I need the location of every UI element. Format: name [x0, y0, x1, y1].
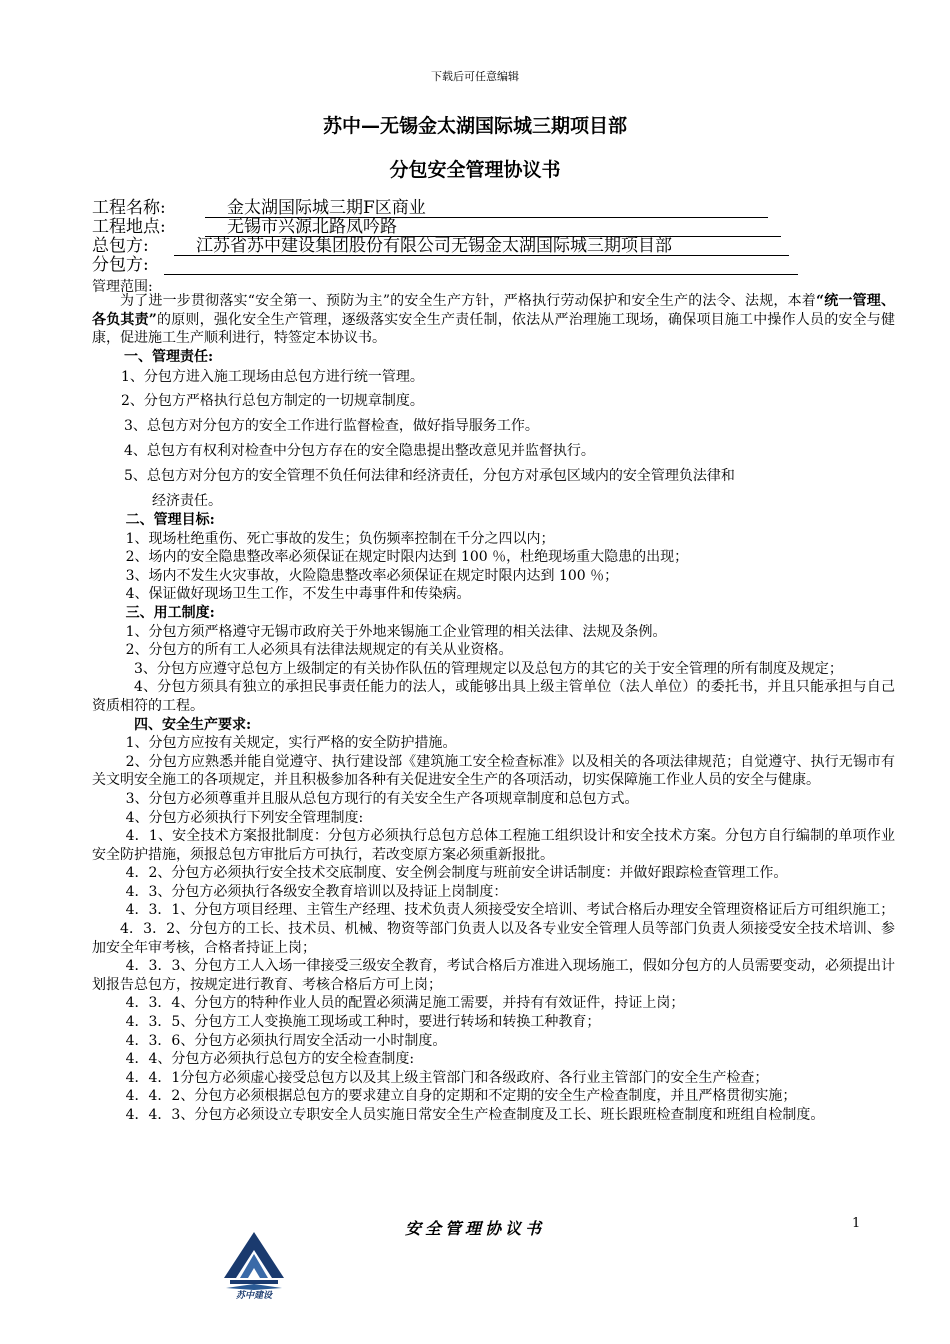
list-item: 2、分包方应熟悉并能自觉遵守、执行建设部《建筑施工安全检查标准》以及相关的各项法律规范；自觉遵守、执行无锡市有关文明安全施工的各项规定，并且积极参加各种有关促进安全生产的各项活动，切实保障施工作业人员的安全与健康。 — [92, 753, 895, 789]
list-item: 4．4．3、分包方必须设立专职安全人员实施日常安全生产检查制度及工长、班长跟班检查制度和班组自检制度。 — [125, 1107, 825, 1123]
header-note: 下载后可任意编辑 — [431, 70, 519, 83]
list-item: 2、分包方严格执行总包方制定的一切规章制度。 — [121, 393, 424, 409]
list-item: 4．3、分包方必须执行各级安全教育培训以及持证上岗制度： — [125, 883, 508, 900]
list-item: 4．3．2、分包方的工长、技术员、机械、物资等部门负责人以及各专业安全管理人员等部门负责人须接受安全技术培训、参加安全年审考核，合格者持证上岗； — [92, 921, 895, 956]
section2 — [92, 511, 895, 1125]
list-item: 4．2、分包方必须执行安全技术交底制度、安全例会制度与班前安全讲话制度：并做好跟踪检查管理工作。 — [125, 865, 788, 882]
list-item: 1、现场杜绝重伤、死亡事故的发生；负伤频率控制在千分之四以内； — [125, 530, 555, 547]
subcontractor-label: 分包方: — [92, 255, 149, 275]
section2-heading: 二、管理目标: — [125, 512, 215, 528]
list-item: 3、分包方应遵守总包方上级制定的有关协作队伍的管理规定以及总包方的其它的关于安全管理的所有制度及规定； — [134, 660, 843, 677]
footer-title: 安全管理协议书 — [404, 1219, 545, 1238]
list-item: 4、总包方有权利对检查中分包方存在的安全隐患提出整改意见并监督执行。 — [124, 443, 595, 459]
page-number: 1 — [852, 1216, 861, 1231]
list-item: 4．4、分包方必须执行总包方的安全检查制度: — [125, 1051, 415, 1068]
list-item: 2、场内的安全隐患整改率必须保证在规定时限内达到 100 ％，杜绝现场重大隐患的出现； — [125, 549, 689, 566]
project-name-line — [205, 198, 768, 218]
list-item: 1、分包方须严格遵守无锡市政府关于外地来锡施工企业管理的相关法律、法规及条例。 — [125, 623, 667, 640]
list-item: 5、总包方对分包方的安全管理不负任何法律和经济责任，分包方对承包区域内的安全管理负法律和 — [124, 468, 735, 484]
list-item: 4．4．1分包方必须虚心接受总包方以及其上级主管部门和各级政府、各行业主管部门的安全生产检查； — [125, 1069, 769, 1086]
intro-text-post: 的原则，强化安全生产管理，逐级落实安全生产责任制，依法从严治理施工现场，确保项目施工中操作人员的安全与健康，促进施工生产顺利进行，特签定本协议书。 — [92, 311, 895, 347]
location-row — [92, 217, 397, 237]
intro-paragraph — [92, 292, 895, 348]
list-item: 1、分包方应按有关规定，实行严格的安全防护措施。 — [125, 735, 457, 752]
general-contractor-row — [92, 236, 672, 256]
list-item: 4．3．6、分包方必须执行周安全活动一小时制度。 — [125, 1032, 447, 1049]
project-name-label: 工程名称: — [92, 198, 166, 218]
list-item: 3、场内不发生火灾事故，火险隐患整改率必须保证在规定时限内达到 100 ％； — [125, 567, 619, 584]
list-item: 1、分包方进入施工现场由总包方进行统一管理。 — [121, 369, 424, 385]
section4-heading: 四、安全生产要求: — [134, 716, 252, 733]
scope-label: 管理范围: — [92, 279, 153, 295]
list-item: 4．3．5、分包方工人变换施工现场或工种时，要进行转场和转换工种教育； — [125, 1014, 601, 1031]
general-contractor-value: 江苏省苏中建设集团股份有限公司无锡金太湖国际城三期项目部 — [196, 236, 672, 256]
project-name-row — [92, 198, 426, 218]
list-item: 4．3．1、分包方项目经理、主管生产经理、技术负责人须接受安全培训、考试合格后办理安全管理资格证后方可组织施工； — [125, 902, 895, 919]
section1-heading: 一、管理责任: — [124, 349, 214, 365]
subcontractor-row — [92, 255, 149, 275]
list-item: 4、分包方必须执行下列安全管理制度: — [125, 809, 364, 826]
list-item: 4．4．2、分包方必须根据总包方的要求建立自身的定期和不定期的安全生产检查制度，并且严格贯彻实施； — [125, 1088, 797, 1105]
list-item: 4、保证做好现场卫生工作，不发生中毒事件和传染病。 — [125, 586, 471, 603]
list-item: 4．1、安全技术方案报批制度：分包方必须执行总包方总体工程施工组织设计和安全技术方案。分包方自行编制的单项作业安全防护措施，须报总包方审批后方可执行，若改变原方案必须重新报批。 — [92, 828, 895, 863]
general-contractor-line — [174, 236, 789, 256]
intro-text-bold: “统一管理、各负其责” — [92, 293, 896, 328]
list-item: 4、分包方须具有独立的承担民事责任能力的法人，或能够出具上级主管单位（法人单位）的委托书，并且只能承担与自己资质相符的工程。 — [92, 679, 895, 714]
list-item: 经济责任。 — [152, 493, 222, 509]
section3-heading: 三、用工制度: — [125, 604, 215, 621]
document-subtitle: 分包安全管理协议书 — [389, 159, 561, 181]
list-item: 4．3．3、分包方工人入场一律接受三级安全教育，考试合格后方准进入现场施工，假如分包方的人员需要变动，必须提出计划报告总包方，按规定进行教育、考核合格后方可上岗； — [92, 958, 895, 993]
logo-text: 苏中建设 — [235, 1291, 272, 1301]
location-label: 工程地点: — [92, 217, 166, 237]
company-logo — [220, 1230, 288, 1302]
intro-text-pre: 为了进一步贯彻落实“安全第一、预防为主”的安全生产方针，严格执行劳动保护和安全生产的法令、法规，本着 — [120, 293, 816, 309]
location-value: 无锡市兴源北路凤吟路 — [227, 217, 397, 237]
location-line — [205, 217, 781, 237]
list-item: 4．3．4、分包方的特种作业人员的配置必须满足施工需要，并持有有效证件，持证上岗； — [125, 995, 685, 1012]
document-title: 苏中—无锡金太湖国际城三期项目部 — [322, 115, 627, 137]
list-item: 2、分包方的所有工人必须具有法律法规规定的有关从业资格。 — [125, 642, 513, 659]
subcontractor-line — [164, 255, 798, 275]
project-name-value: 金太湖国际城三期F区商业 — [227, 198, 426, 218]
general-contractor-label: 总包方: — [92, 236, 149, 256]
list-item: 3、总包方对分包方的安全工作进行监督检查，做好指导服务工作。 — [124, 418, 539, 434]
list-item: 3、分包方必须尊重并且服从总包方现行的有关安全生产各项规章制度和总包方式。 — [125, 790, 639, 807]
